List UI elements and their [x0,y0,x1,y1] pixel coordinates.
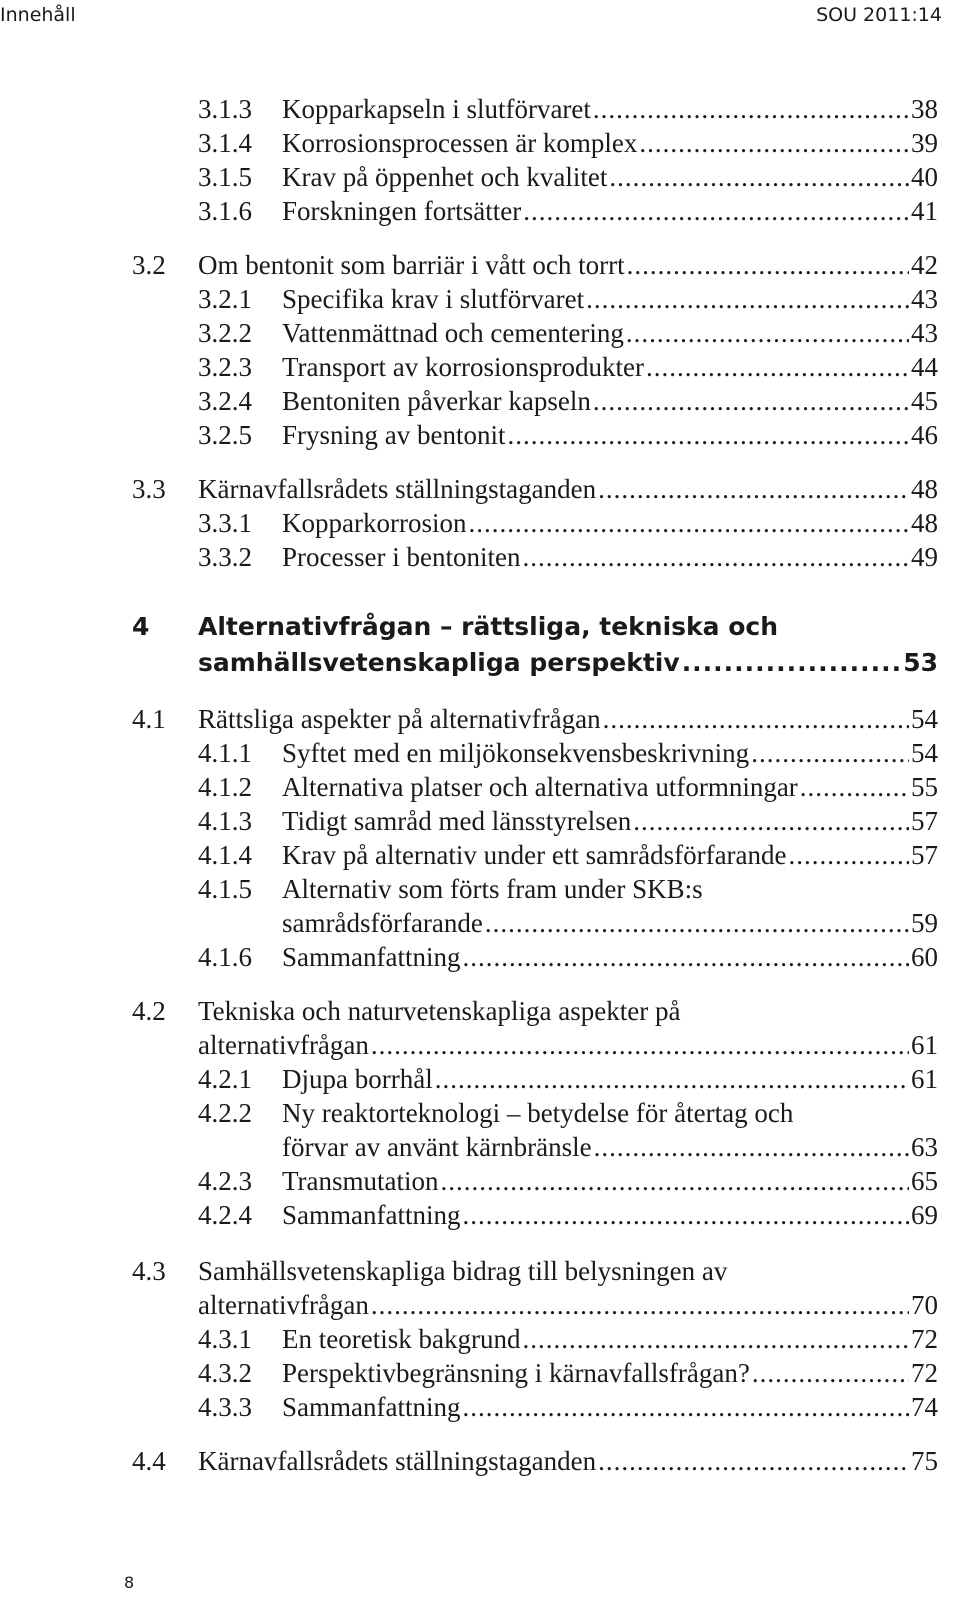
toc-entry-4-2-4[interactable] [0,1198,960,1232]
toc-entry-title-line1: Ny reaktorteknologi – betydelse för återtag och [282,1098,794,1128]
toc-entry-3-3-2[interactable] [0,540,960,574]
toc-entry-page: 41 [911,196,938,226]
leader-dots [522,1322,909,1356]
toc-entry-number: 4.1 [132,704,166,734]
leader-dots [800,770,909,804]
toc-entry-page: 38 [911,94,938,124]
toc-entry-title: Forskningen fortsätter [282,196,522,226]
toc-entry-4-3-3[interactable] [0,1390,960,1424]
toc-entry-number: 4.4 [132,1446,166,1476]
toc-entry-title-line1: Tekniska och naturvetenskapliga aspekter på [198,996,681,1026]
toc-entry-page: 69 [911,1200,938,1230]
toc-entry-3-1-4[interactable] [0,126,960,160]
toc-entry-title-line2: samrådsförfarande [282,908,483,938]
toc-entry-number: 3.1.5 [198,162,252,192]
toc-entry-4-2[interactable] [0,994,960,1028]
toc-entry-4-1-3[interactable] [0,804,960,838]
toc-entry-4-2-2-line2[interactable] [0,1130,960,1164]
toc-entry-number: 4.3.2 [198,1358,252,1388]
toc-entry-title: Tidigt samråd med länsstyrelsen [282,806,632,836]
toc-entry-4-2-line2[interactable] [0,1028,960,1062]
toc-entry-title: Korrosionsprocessen är komplex [282,128,638,158]
leader-dots [522,540,909,574]
toc-entry-4-2-2[interactable] [0,1096,960,1130]
toc-entry-title-line1: Samhällsvetenskapliga bidrag till belysningen av [198,1256,728,1286]
leader-dots [639,126,909,160]
toc-entry-4-1-6[interactable] [0,940,960,974]
toc-entry-number: 4.2.1 [198,1064,252,1094]
toc-entry-number: 3.2.5 [198,420,252,450]
toc-entry-number: 4.1.5 [198,874,252,904]
toc-entry-page: 46 [911,420,938,450]
toc-entry-page: 75 [911,1446,938,1476]
toc-entry-number: 4.1.3 [198,806,252,836]
toc-entry-page: 61 [911,1064,938,1094]
toc-entry-page: 45 [911,386,938,416]
leader-dots [789,838,909,872]
toc-entry-page: 54 [911,704,938,734]
leader-dots [598,472,909,506]
toc-entry-title-line1: Alternativ som förts fram under SKB:s [282,874,703,904]
leader-dots [462,940,909,974]
toc-entry-number: 3.3.2 [198,542,252,572]
toc-entry-number: 3.2.3 [198,352,252,382]
toc-entry-title: En teoretisk bakgrund [282,1324,521,1354]
leader-dots [593,384,909,418]
toc-entry-number: 3.3 [132,474,166,504]
toc-chapter-4[interactable] [0,610,960,644]
toc-entry-3-3[interactable] [0,472,960,506]
toc-entry-title: Rättsliga aspekter på alternativfrågan [198,704,601,734]
toc-entry-title: Transport av korrosionsprodukter [282,352,644,382]
toc-entry-title: Krav på alternativ under ett samrådsförfarande [282,840,787,870]
toc-entry-number: 4.1.1 [198,738,252,768]
toc-entry-page: 74 [911,1392,938,1422]
toc-entry-page: 72 [911,1324,938,1354]
toc-entry-number: 3.2.1 [198,284,252,314]
toc-entry-title: Bentoniten påverkar kapseln [282,386,591,416]
toc-entry-number: 4.2 [132,996,166,1026]
toc-entry-number: 4.2.3 [198,1166,252,1196]
toc-chapter-title-line2: samhällsvetenskapliga perspektiv [198,648,680,677]
toc-entry-title: Sammanfattning [282,1392,461,1422]
toc-entry-number: 4.3 [132,1256,166,1286]
toc-entry-3-2[interactable] [0,248,960,282]
toc-entry-number: 3.2 [132,250,166,280]
leader-dots [371,1288,909,1322]
toc-entry-title-line2: alternativfrågan [198,1030,369,1060]
toc-entry-page: 57 [911,806,938,836]
toc-entry-3-1-6[interactable] [0,194,960,228]
toc-entry-3-3-1[interactable] [0,506,960,540]
toc-entry-number: 3.3.1 [198,508,252,538]
leader-dots [441,1164,909,1198]
toc-entry-title: Frysning av bentonit [282,420,506,450]
toc-entry-title: Kopparkorrosion [282,508,467,538]
toc-entry-title: Sammanfattning [282,942,461,972]
toc-entry-page: 70 [911,1290,938,1320]
toc-entry-number: 3.1.3 [198,94,252,124]
toc-entry-4-3-2[interactable] [0,1356,960,1390]
toc-entry-3-1-3[interactable] [0,92,960,126]
toc-entry-4-3-line2[interactable] [0,1288,960,1322]
toc-entry-page: 57 [911,840,938,870]
leader-dots [682,646,902,680]
toc-chapter-page: 53 [903,648,938,677]
toc-entry-number: 3.1.4 [198,128,252,158]
toc-entry-page: 43 [911,284,938,314]
toc-entry-title-line2: förvar av använt kärnbränsle [282,1132,592,1162]
leader-dots [594,1130,909,1164]
leader-dots [371,1028,909,1062]
toc-entry-3-2-5[interactable] [0,418,960,452]
toc-entry-number: 4.1.2 [198,772,252,802]
toc-entry-title: Processer i bentoniten [282,542,521,572]
toc-entry-page: 72 [911,1358,938,1388]
toc-entry-page: 42 [911,250,938,280]
toc-entry-title: Vattenmättnad och cementering [282,318,624,348]
toc-entry-title: Syftet med en miljökonsekvensbeskrivning [282,738,750,768]
toc-entry-3-2-2[interactable] [0,316,960,350]
toc-entry-number: 4.2.4 [198,1200,252,1230]
toc-entry-4-2-3[interactable] [0,1164,960,1198]
toc-entry-page: 55 [911,772,938,802]
leader-dots [751,736,909,770]
toc-entry-number: 4.1.6 [198,942,252,972]
header-section-title: Innehåll [0,4,76,26]
toc-entry-page: 48 [911,474,938,504]
toc-entry-page: 43 [911,318,938,348]
leader-dots [435,1062,909,1096]
leader-dots [593,92,909,126]
toc-chapter-title-line1: Alternativfrågan – rättsliga, tekniska och [198,612,779,641]
header-document-id: SOU 2011:14 [816,4,942,26]
toc-entry-3-1-5[interactable] [0,160,960,194]
toc-entry-number: 3.2.4 [198,386,252,416]
toc-entry-4-1-1[interactable] [0,736,960,770]
toc-entry-page: 63 [911,1132,938,1162]
toc-entry-page: 61 [911,1030,938,1060]
toc-entry-title: Transmutation [282,1166,439,1196]
leader-dots [609,160,909,194]
toc-entry-3-2-3[interactable] [0,350,960,384]
toc-entry-title-line2: alternativfrågan [198,1290,369,1320]
running-header [0,0,960,34]
toc-entry-page: 40 [911,162,938,192]
toc-entry-page: 49 [911,542,938,572]
toc-entry-title: Kopparkapseln i slutförvaret [282,94,591,124]
leader-dots [462,1390,909,1424]
leader-dots [626,316,909,350]
toc-entry-4-2-1[interactable] [0,1062,960,1096]
toc-entry-4-3[interactable] [0,1254,960,1288]
toc-entry-title: Perspektivbegränsning i kärnavfallsfrågan? [282,1358,750,1388]
toc-entry-page: 59 [911,908,938,938]
toc-entry-number: 4.3.3 [198,1392,252,1422]
toc-entry-title: Specifika krav i slutförvaret [282,284,585,314]
page-number: 8 [124,1573,135,1592]
leader-dots [485,906,909,940]
leader-dots [462,1198,909,1232]
leader-dots [603,702,909,736]
toc-entry-number: 3.1.6 [198,196,252,226]
leader-dots [468,506,909,540]
toc-entry-4-4[interactable] [0,1444,960,1478]
toc-chapter-4-line2[interactable] [0,646,960,680]
leader-dots [627,248,909,282]
toc-entry-number: 4.1.4 [198,840,252,870]
toc-entry-4-1-4[interactable] [0,838,960,872]
toc-entry-title: Om bentonit som barriär i vått och torrt [198,250,625,280]
toc-entry-number: 4.2.2 [198,1098,252,1128]
toc-entry-4-3-1[interactable] [0,1322,960,1356]
toc-chapter-number: 4 [132,612,150,641]
toc-entry-4-1-2[interactable] [0,770,960,804]
toc-entry-title: Djupa borrhål [282,1064,433,1094]
toc-entry-page: 60 [911,942,938,972]
toc-entry-4-1[interactable] [0,702,960,736]
toc-entry-4-1-5[interactable] [0,872,960,906]
toc-entry-page: 48 [911,508,938,538]
leader-dots [598,1444,909,1478]
toc-entry-number: 3.2.2 [198,318,252,348]
toc-entry-title: Krav på öppenhet och kvalitet [282,162,608,192]
leader-dots [586,282,909,316]
leader-dots [646,350,909,384]
toc-entry-title: Kärnavfallsrådets ställningstaganden [198,1446,597,1476]
toc-entry-page: 65 [911,1166,938,1196]
toc-entry-number: 4.3.1 [198,1324,252,1354]
toc-entry-title: Kärnavfallsrådets ställningstaganden [198,474,597,504]
toc-entry-title: Alternativa platser och alternativa utformningar [282,772,798,802]
toc-entry-3-2-4[interactable] [0,384,960,418]
leader-dots [633,804,909,838]
leader-dots [508,418,910,452]
toc-entry-title: Sammanfattning [282,1200,461,1230]
toc-entry-3-2-1[interactable] [0,282,960,316]
toc-entry-page: 39 [911,128,938,158]
leader-dots [523,194,909,228]
toc-entry-page: 54 [911,738,938,768]
toc-entry-page: 44 [911,352,938,382]
leader-dots [752,1356,909,1390]
toc-entry-4-1-5-line2[interactable] [0,906,960,940]
